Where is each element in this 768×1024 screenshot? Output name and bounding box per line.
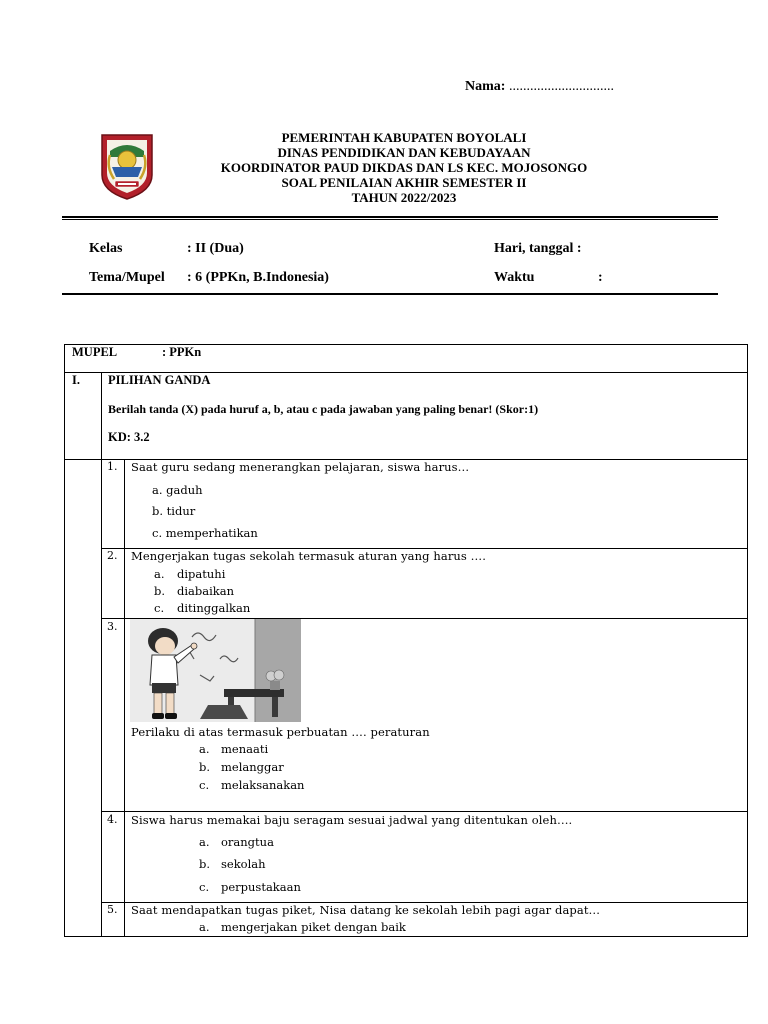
- option-letter: a.: [199, 742, 210, 756]
- option-letter: b.: [199, 760, 211, 774]
- answer-option[interactable]: b. tidur: [152, 504, 196, 518]
- question-number: 3.: [107, 620, 118, 633]
- header-line-4: SOAL PENILAIAN AKHIR SEMESTER II: [281, 175, 527, 190]
- kelas-value: : II (Dua): [187, 241, 244, 256]
- answer-option[interactable]: sekolah: [221, 857, 266, 871]
- row-divider: [101, 811, 748, 812]
- option-letter: c.: [199, 778, 210, 792]
- answer-option[interactable]: melaksanakan: [221, 778, 305, 792]
- question-number: 4.: [107, 813, 118, 826]
- col-divider: [124, 459, 125, 937]
- tema-label: Tema/Mupel: [89, 270, 165, 285]
- kelas-label: Kelas: [89, 241, 123, 256]
- option-letter: a.: [199, 920, 210, 934]
- option-letter: a.: [154, 567, 165, 581]
- header-divider-thin: [62, 219, 718, 220]
- header-line-3: KOORDINATOR PAUD DIKDAS DAN LS KEC. MOJOSONGO: [220, 160, 588, 175]
- info-divider: [62, 293, 718, 295]
- school-header: [150, 130, 658, 205]
- header-line-1: PEMERINTAH KABUPATEN BOYOLALI: [281, 130, 527, 145]
- kd-label: KD: 3.2: [108, 430, 150, 444]
- question-text: Perilaku di atas termasuk perbuatan …. peraturan: [131, 725, 430, 739]
- option-letter: c.: [154, 601, 165, 615]
- answer-option[interactable]: mengerjakan piket dengan baik: [221, 920, 406, 934]
- answer-option[interactable]: dipatuhi: [177, 567, 226, 581]
- question-number: 1.: [107, 460, 118, 473]
- answer-option[interactable]: diabaikan: [177, 584, 235, 598]
- instruction-text: Berilah tanda (X) pada huruf a, b, atau c pada jawaban yang paling benar! (Skor:1): [108, 402, 539, 416]
- header-line-2: DINAS PENDIDIKAN DAN KEBUDAYAAN: [277, 145, 531, 160]
- tema-value: : 6 (PPKn, B.Indonesia): [187, 270, 329, 285]
- option-letter: c.: [199, 880, 210, 894]
- question-text: Saat guru sedang menerangkan pelajaran, siswa harus…: [131, 460, 470, 474]
- section-number: I.: [72, 373, 80, 387]
- question-number: 5.: [107, 903, 118, 916]
- name-blank: ..............................: [508, 79, 614, 94]
- answer-option[interactable]: a. gaduh: [152, 483, 203, 497]
- answer-option[interactable]: melanggar: [221, 760, 284, 774]
- answer-option[interactable]: ditinggalkan: [177, 601, 251, 615]
- question-text: Saat mendapatkan tugas piket, Nisa datang ke sekolah lebih pagi agar dapat…: [131, 903, 601, 917]
- col-divider: [101, 372, 102, 937]
- name-label: Nama:: [465, 79, 506, 94]
- mupel-label: MUPEL: [72, 345, 118, 359]
- hari-tanggal-label: Hari, tanggal :: [494, 241, 582, 256]
- option-letter: a.: [199, 835, 210, 849]
- boy-scribbling-wall-illustration: [130, 619, 301, 722]
- answer-option[interactable]: orangtua: [221, 835, 274, 849]
- option-letter: b.: [154, 584, 166, 598]
- boyolali-emblem-logo: [98, 133, 156, 201]
- answer-option[interactable]: menaati: [221, 742, 269, 756]
- waktu-label: Waktu: [494, 270, 535, 285]
- answer-option[interactable]: perpustakaan: [221, 880, 301, 894]
- answer-option[interactable]: c. memperhatikan: [152, 526, 258, 540]
- header-line-5: TAHUN 2022/2023: [351, 190, 457, 205]
- header-divider: [62, 216, 718, 218]
- question-text: Siswa harus memakai baju seragam sesuai jadwal yang ditentukan oleh….: [131, 813, 573, 827]
- option-letter: b.: [199, 857, 211, 871]
- waktu-colon: :: [598, 270, 603, 285]
- question-text: Mengerjakan tugas sekolah termasuk aturan yang harus ….: [131, 549, 487, 563]
- question-number: 2.: [107, 549, 118, 562]
- section-title: PILIHAN GANDA: [108, 373, 211, 387]
- student-name-line: [465, 79, 614, 95]
- mupel-value: : PPKn: [162, 345, 202, 359]
